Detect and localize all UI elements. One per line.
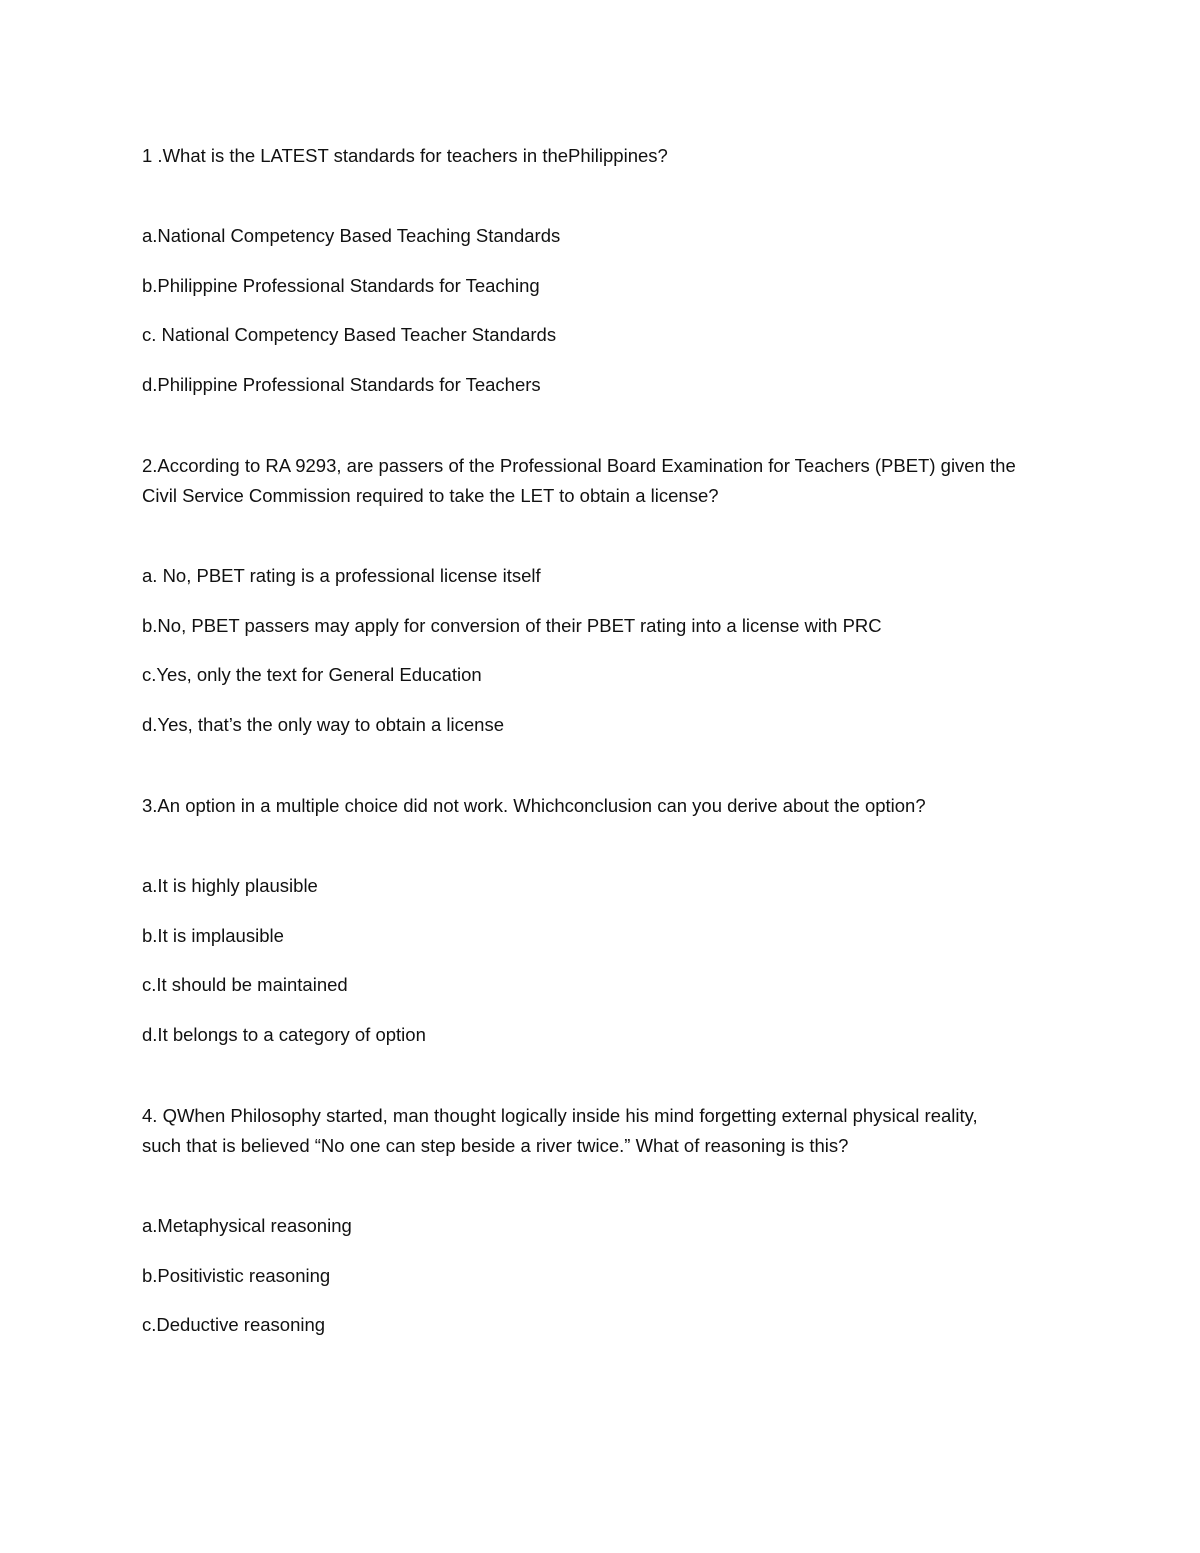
question-2-option-a: a. No, PBET rating is a professional license itself: [142, 565, 541, 586]
question-1-option-d: d.Philippine Professional Standards for Teachers: [142, 374, 541, 395]
question-2-option-c: c.Yes, only the text for General Education: [142, 664, 482, 685]
question-4-option-c: c.Deductive reasoning: [142, 1314, 326, 1335]
question-3-stem: 3.An option in a multiple choice did not work. Whichconclusion can you derive about the option?: [142, 795, 926, 816]
question-1-stem: 1 .What is the LATEST standards for teachers in thePhilippines?: [142, 145, 668, 166]
question-1-option-a: a.National Competency Based Teaching Standards: [142, 225, 561, 246]
question-4-option-b: b.Positivistic reasoning: [142, 1265, 331, 1286]
question-2-stem-line-2: Civil Service Commission required to take the LET to obtain a license?: [142, 485, 719, 506]
question-4-stem-line-2: such that is believed “No one can step beside a river twice.” What of reasoning is this?: [142, 1135, 849, 1156]
question-4-stem-line-1: 4. QWhen Philosophy started, man thought logically inside his mind forgetting external physical reality,: [142, 1105, 978, 1126]
question-3-option-d: d.It belongs to a category of option: [142, 1024, 426, 1045]
question-1-option-c: c. National Competency Based Teacher Standards: [142, 324, 557, 345]
question-4-option-a: a.Metaphysical reasoning: [142, 1215, 352, 1236]
question-3-option-c: c.It should be maintained: [142, 974, 348, 995]
question-1-option-b: b.Philippine Professional Standards for Teaching: [142, 275, 540, 296]
question-2-option-b: b.No, PBET passers may apply for conversion of their PBET rating into a license with PRC: [142, 615, 882, 636]
question-3-option-b: b.It is implausible: [142, 925, 284, 946]
question-2-option-d: d.Yes, that’s the only way to obtain a license: [142, 714, 505, 735]
question-3-option-a: a.It is highly plausible: [142, 875, 318, 896]
question-2-stem-line-1: 2.According to RA 9293, are passers of the Professional Board Examination for Teachers (PBET) given the: [142, 455, 1016, 476]
